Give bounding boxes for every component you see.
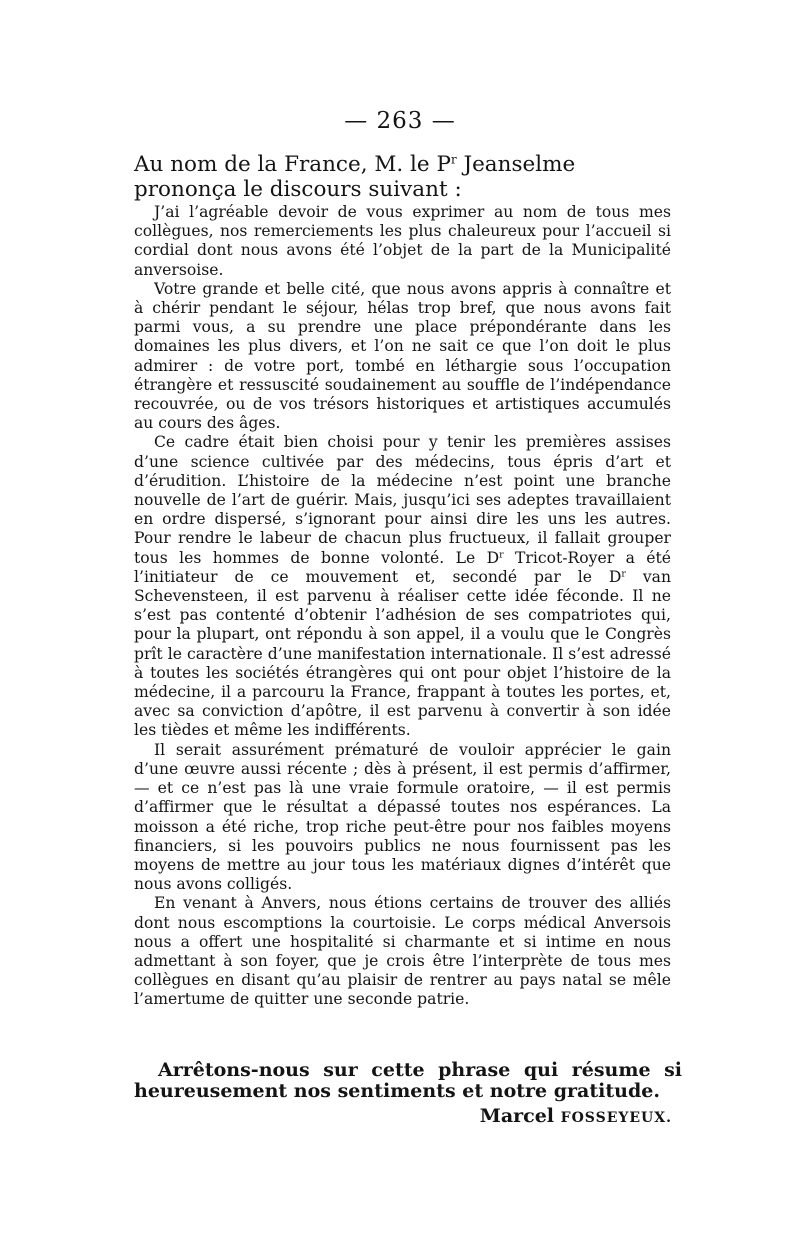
paragraph-congress — [134, 433, 671, 740]
paragraph-congress-part-3: van Schevensteen, il est parvenu à réaliser cette idée féconde. Il ne s’est pas contenté d’obtenir l’adhésion de ses compatriotes qui, pour la plupart, ont répondu à son appel, il a voulu que le Congrès prît le caractère d’une manifestation internationale. Il s’est adressé à toutes les sociétés étrangères qui ont pour objet l’histoire de la médecine, il a parcouru la France, frappant à toutes les portes, et, avec sa conviction d’apôtre, il est parvenu à convertir à son idée les tièdes et même les indifférents. — [134, 567, 671, 740]
heading-text-start: Au nom de la France, M. le P — [134, 152, 451, 177]
page-number: — 263 — — [344, 108, 456, 134]
paragraph-congress-part-1: Ce cadre était bien choisi pour y tenir les premières assises d’une science cultivée par des médecins, tous épris d’art et d’érudition. L’histoire de la médecine n’est point une branche nouvelle de l’art de guérir. Mais, jusqu’ici ses adeptes travaillaient en ordre dispersé, s’ignorant pour ainsi dire les uns les autres. Pour rendre le labeur de chacun plus fructueux, il fallait grouper tous les hommes de bonne volonté. Le D — [134, 433, 671, 567]
speech-introduction — [134, 152, 682, 202]
signature-last-name: FOSSEYEUX. — [560, 1110, 672, 1126]
doctor-abbreviation: r — [621, 568, 626, 580]
heading-text-end: Jeanselme prononça le discours suivant : — [134, 152, 576, 202]
paragraph-congress-part-2: Tricot-Royer a été l’initiateur de ce mouvement et, secondé par le D — [134, 548, 671, 586]
paragraph-results: Il serait assurément prématuré de vouloir apprécier le gain d’une œuvre aussi récente ; dès à présent, il est permis d’affirmer, — et ce n’est pas là une vraie formule oratoire, — il est permis d’affirmer que le résultat a dépassé toutes nos espérances. La moisson a été riche, trop riche peut-être pour nos faibles moyens financiers, si les pouvoirs publics ne nous fournissent pas les moyens de mettre au jour tous les matériaux dignes d’intérêt que nous avons colligés. — [134, 740, 671, 894]
paragraph-antwerp: En venant à Anvers, nous étions certains de trouver des alliés dont nous escomptions la courtoisie. Le corps médical Anversois nous a offert une hospitalité si charmante et si intime en nous admettant à son foyer, que je crois être l’interprète de tous mes collègues en disant qu’au plaisir de rentrer au pays natal se mêle l’amertume de quitter une seconde patrie. — [134, 894, 671, 1009]
paragraph-city: Votre grande et belle cité, que nous avons appris à connaître et à chérir pendant le séjour, hélas trop bref, que nous avons fait parmi vous, a su prendre une place prépondérante dans les domaines les plus divers, et l’on ne sait ce que l’on doit le plus admirer : de votre port, tombé en léthargie sous l’occupation étrangère et ressuscité soudainement au souffle de l’indépendance recouvrée, ou de vos trésors historiques et artistiques accumulés au cours des âges. — [134, 279, 671, 433]
paragraph-thanks: J’ai l’agréable devoir de vous exprimer au nom de tous mes collègues, nos remerciements les plus chaleureux pour l’accueil si cordial dont nous avons été l’objet de la part de la Municipalité anversoise. — [134, 203, 671, 279]
signature — [480, 1105, 672, 1127]
title-abbreviation: r — [450, 152, 457, 167]
doctor-abbreviation: r — [499, 549, 504, 561]
signature-first-name: Marcel — [479, 1105, 555, 1127]
speech-body — [134, 203, 671, 1010]
closing-sentence: Arrêtons-nous sur cette phrase qui résume si heureusement nos sentiments et notre gratitude. — [134, 1059, 682, 1102]
